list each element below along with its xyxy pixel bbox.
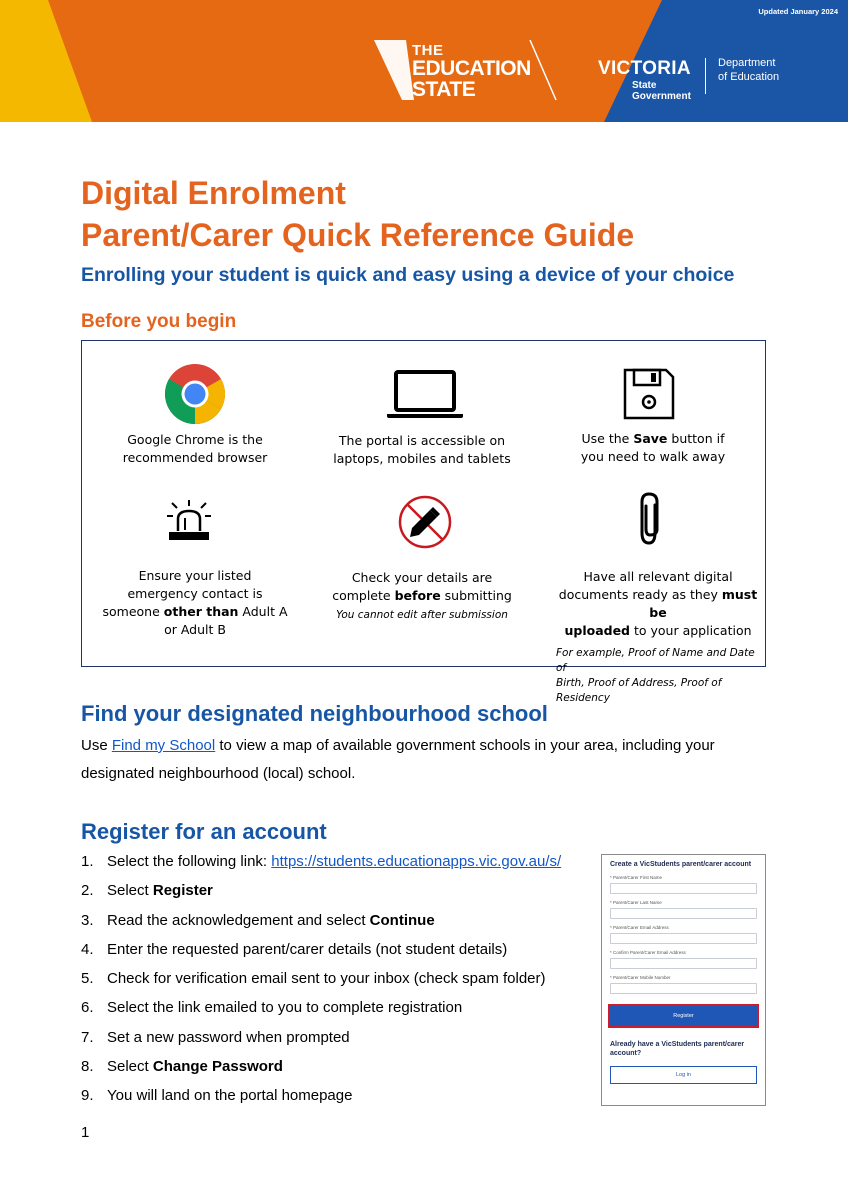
registration-form-screenshot bbox=[601, 854, 766, 1106]
list-item: 3. Read the acknowledgement and select Continue bbox=[81, 911, 435, 929]
form-heading: Create a VicStudents parent/carer account bbox=[610, 861, 752, 868]
find-school-paragraph: Use Find my School to view a map of available government schools in your area, including your designated neighbourhood (local) school. bbox=[81, 737, 715, 782]
before-you-begin-heading: Before you begin bbox=[81, 311, 237, 332]
portal-access-tip: The portal is accessible on laptops, mobiles and tablets bbox=[333, 433, 511, 466]
list-item: 7. Set a new password when prompted bbox=[81, 1028, 350, 1046]
page-title: Digital Enrolment Parent/Carer Quick Reference Guide bbox=[81, 175, 635, 253]
save-tip: Use the Save button if you need to walk away bbox=[580, 431, 726, 464]
field-label: * Parent/Carer Mobile Number bbox=[610, 975, 671, 980]
emergency-contact-tip: Ensure your listed emergency contact is someone other than Adult A or Adult B bbox=[102, 568, 288, 637]
chrome-tip: Google Chrome is the recommended browser bbox=[122, 432, 268, 465]
list-item: 2. Select Register bbox=[81, 882, 213, 900]
chrome-icon bbox=[164, 363, 226, 425]
list-item: 8. Select Change Password bbox=[81, 1058, 283, 1076]
list-item: 5. Check for verification email sent to your inbox (check spam folder) bbox=[81, 970, 546, 988]
last-name-field bbox=[610, 908, 757, 919]
find-my-school-link[interactable]: Find my School bbox=[111, 737, 216, 754]
list-item: 1. Select the following link: https://students.educationapps.vic.gov.au/s/ bbox=[81, 853, 562, 870]
check-details-tip: Check your details are complete before submitting You cannot edit after submission bbox=[332, 570, 512, 621]
confirm-email-field bbox=[610, 958, 757, 969]
list-item: 9. You will land on the portal homepage bbox=[81, 1087, 353, 1105]
logo-divider bbox=[705, 58, 706, 94]
department-name: Department of Education bbox=[718, 57, 780, 83]
page-number: 1 bbox=[81, 1124, 90, 1141]
field-label: * Parent/Carer First Name bbox=[610, 875, 663, 880]
first-name-field bbox=[610, 883, 757, 894]
register-steps-list bbox=[81, 850, 591, 1114]
victoria-government-logo: VICTORIA State Government bbox=[598, 58, 691, 102]
education-state-logo: THE EDUCATION STATE bbox=[412, 42, 531, 101]
email-field bbox=[610, 933, 757, 944]
mobile-number-field bbox=[610, 983, 757, 994]
siren-icon bbox=[166, 499, 212, 545]
paperclip-icon bbox=[637, 491, 663, 547]
before-you-begin-box bbox=[81, 340, 766, 704]
find-school-heading: Find your designated neighbourhood school bbox=[81, 701, 548, 726]
updated-date: Updated January 2024 bbox=[758, 7, 838, 16]
list-item: 6. Select the link emailed to you to complete registration bbox=[81, 999, 463, 1017]
field-label: * Parent/Carer Email Address bbox=[610, 925, 669, 930]
register-button: Register bbox=[610, 1006, 757, 1026]
login-button: Log in bbox=[610, 1066, 757, 1084]
header-banner bbox=[0, 0, 848, 122]
save-icon bbox=[622, 367, 676, 421]
already-have-account-text: Already have a VicStudents parent/carer account? bbox=[610, 1041, 745, 1057]
documents-tip: Have all relevant digital documents ready as they must be uploaded to your application For example, Proof of Name and Date of Birth, Proof of Address, Proof of Residency bbox=[556, 569, 758, 704]
laptop-icon bbox=[385, 369, 465, 419]
field-label: * Confirm Parent/Carer Email Address bbox=[610, 950, 686, 955]
field-label: * Parent/Carer Last Name bbox=[610, 900, 662, 905]
portal-link[interactable]: https://students.educationapps.vic.gov.au/s/ bbox=[271, 853, 562, 870]
list-item: 4. Enter the requested parent/carer details (not student details) bbox=[81, 940, 508, 958]
no-edit-icon bbox=[397, 494, 453, 550]
register-heading: Register for an account bbox=[81, 819, 327, 844]
page-subtitle: Enrolling your student is quick and easy using a device of your choice bbox=[81, 264, 735, 286]
